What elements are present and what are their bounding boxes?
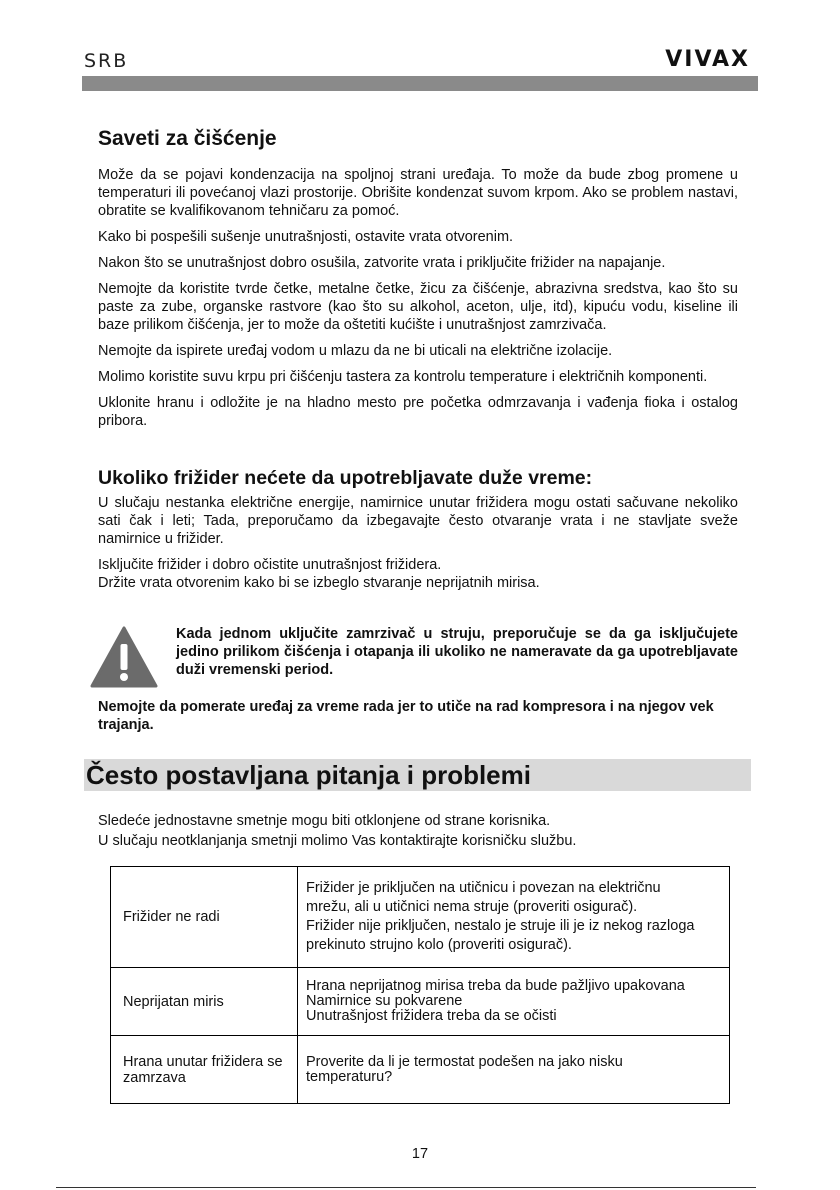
header-lang: SRB (84, 50, 129, 72)
solution-line: temperaturu? (306, 1068, 393, 1085)
movement-note: Nemojte da pomerate uređaj za vreme rada jer to utiče na rad kompresora i na njegov vek trajanja. (98, 699, 714, 733)
cleaning-paragraph: Kako bi pospešili sušenje unutrašnjosti, ostavite vrata otvorenim. (98, 229, 514, 245)
faq-table (110, 866, 730, 1104)
solution-line: Hrana neprijatnog mirisa treba da bude pažljivo upakovana (306, 978, 685, 994)
problem-cell: Hrana unutar frižidera se zamrzava (111, 1036, 298, 1104)
cleaning-paragraph: Može da se pojavi kondenzacija na spoljnoj strani uređaja. To može da bude zbog promene u temperaturi ili povećanoj vlazi prostorije. Obrišite kondenzat suvom krpom. Ako se problem nastavi, obratite se kvalifikovanom tehničaru za pomoć. (98, 167, 738, 219)
solution-line: Unutrašnjost frižidera treba da se očisti (306, 1008, 557, 1024)
cleaning-title: Saveti za čišćenje (98, 127, 277, 150)
problem-cell: Neprijatan miris (111, 968, 298, 1036)
long-term-paragraph: Držite vrata otvorenim kako bi se izbeglo stvaranje neprijatnih mirisa. (98, 575, 540, 591)
warning-text: Kada jednom uključite zamrzivač u struju, preporučuje se da ga isključujete jedino prilikom čišćenja i otapanja ili ukoliko ne nameravate da ga upotrebljavate duži vremenski period. (176, 626, 738, 678)
brand-logo: VIVAX (665, 47, 750, 72)
cleaning-paragraph: Nakon što se unutrašnjost dobro osušila, zatvorite vrata i priključite frižider na napajanje. (98, 255, 666, 271)
solution-line: mrežu, ali u utičnici nema struje (proveriti osigurač). (306, 899, 638, 915)
warning-triangle-icon (90, 625, 158, 689)
solution-line: Frižider nije priključen, nestalo je struje ili je iz nekog razloga (306, 918, 695, 934)
faq-intro-line: U slučaju neotklanjanja smetnji molimo Vas kontaktirajte korisničku službu. (98, 833, 577, 849)
solution-line: prekinuto strujno kolo (proveriti osigurač). (306, 937, 572, 953)
long-term-paragraph: Isključite frižider i dobro očistite unutrašnjost frižidera. (98, 557, 442, 573)
page-number: 17 (411, 1146, 429, 1162)
solution-line: Namirnice su pokvarene (306, 993, 463, 1009)
faq-intro (98, 811, 738, 851)
cleaning-paragraph: Uklonite hranu i odložite je na hladno mesto pre početka odmrzavanja i vađenja fioka i ostalog pribora. (98, 395, 738, 429)
table-row (111, 968, 730, 1036)
solution-line: Frižider je priključen na utičnicu i povezan na električnu (306, 880, 661, 896)
faq-title: Često postavljana pitanja i problemi (86, 760, 531, 790)
solution-cell (298, 968, 730, 1036)
cleaning-paragraph: Molimo koristite suvu krpu pri čišćenju tastera za kontrolu temperature i električnih komponenti. (98, 369, 708, 385)
warning-block (90, 625, 740, 695)
problem-cell: Frižider ne radi (111, 867, 298, 968)
table-row (111, 1036, 730, 1104)
solution-cell (298, 867, 730, 968)
solution-cell (298, 1036, 730, 1104)
header-bar (82, 76, 758, 91)
main-content (98, 126, 738, 592)
solution-line: Proverite da li je termostat podešen na jako nisku (306, 1053, 623, 1070)
footer-divider (56, 1187, 756, 1188)
cleaning-paragraph: Nemojte da koristite tvrde četke, metalne četke, žicu za čišćenje, abrazivna sredstva, kao što su paste za zube, organske rastvore (kao što su alkohol, aceton, ulje, itd), kipuću vodu, kiseline ili baze prilikom čišćenja, jer to može da oštetiti kućište i unutrašnjost zamrzivača. (98, 281, 738, 333)
table-row (111, 867, 730, 968)
long-term-paragraph: U slučaju nestanka električne energije, namirnice unutar frižidera mogu ostati sačuvane nekoliko sati čak i leti; Tada, preporučamo da izbegavajte često otvaranje vrata i ne stavljate sveže namirnice u frižider. (98, 495, 738, 547)
faq-intro-line: Sledeće jednostavne smetnje mogu biti otklonjene od strane korisnika. (98, 813, 551, 829)
long-term-title: Ukoliko frižider nećete da upotrebljavate duže vreme: (98, 467, 593, 489)
cleaning-paragraph: Nemojte da ispirete uređaj vodom u mlazu da ne bi uticali na električne izolacije. (98, 343, 613, 359)
